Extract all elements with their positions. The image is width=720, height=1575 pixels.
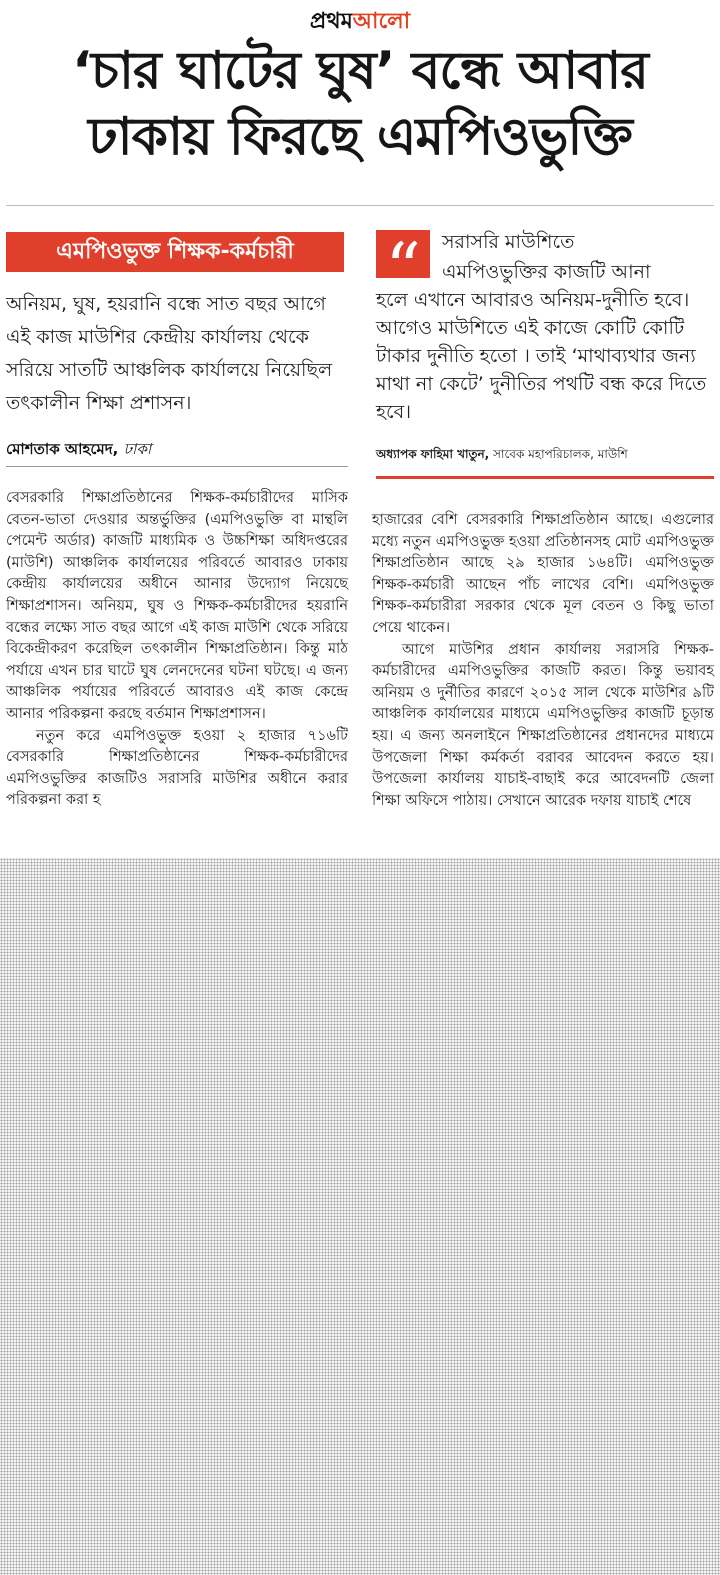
pull-quote-body: হলে এখানে আবারও অনিয়ম-দুনীতি হবে। আগেও মাউশিতে এই কাজে কোটি কোটি টাকার দুনীতি হতো । তাই ‘মাথাব্যথার জন্য মাথা না কেটে’ দুনীতির পথটি বন্ধ করে দিতে হবে। [376, 289, 707, 423]
body-paragraph: নতুন করে এমপিওভুক্ত হওয়া ২ হাজার ৭১৬টি বেসরকারি শিক্ষাপ্রতিষ্ঠানের শিক্ষক-কর্মচারীদের এমপিওভুক্তির কাজটিও সরাসরি মাউশির অধীনে করার পরিকল্পনা করা হ [6, 727, 348, 809]
divider [6, 205, 714, 206]
quote-icon: “ [376, 230, 430, 278]
attribution-name: অধ্যাপক ফাহিমা খাতুন, [376, 447, 490, 461]
byline-block [6, 438, 348, 463]
masthead-logo [0, 4, 720, 36]
masthead-name-part1: প্রথম [309, 9, 353, 34]
attribution-title: সাবেক মহাপরিচালক, মাউশি [493, 447, 628, 461]
masthead-name-part2: আলো [352, 9, 411, 34]
body-paragraph: হাজারের বেশি বেসরকারি শিক্ষাপ্রতিষ্ঠান আছে। এগুলোর মধ্যে নতুন এমপিওভুক্ত হওয়া প্রতিষ্ঠানসহ মোট এমপিওভুক্ত শিক্ষাপ্রতিষ্ঠান আছে ২৯ হাজার ১৬৪টি। এমপিওভুক্ত শিক্ষক-কর্মচারী আছেন পাঁচ লাখের বেশি। এমপিওভুক্ত শিক্ষক-কর্মচারীরা সরকার থেকে মূল বেতন ও কিছু ভাতা পেয়ে থাকেন। [372, 512, 714, 636]
pull-quote-line: সরাসরি মাউশিতে [442, 231, 575, 253]
pull-quote-line: এমপিওভুক্তির কাজটি আনা [442, 261, 651, 283]
pull-quote-attribution [376, 446, 714, 466]
headline: ‘চার ঘাটের ঘুষ’ বন্ধে আবার ঢাকায় ফিরছে এমপিওভুক্তি [72, 41, 648, 167]
body-column-right [372, 510, 714, 812]
byline [6, 440, 151, 458]
byline-place: ঢাকা [123, 440, 152, 458]
kicker-banner: এমপিওভুক্ত শিক্ষক-কর্মচারী [6, 232, 344, 272]
intro-text: অনিয়ম, ঘুষ, হয়রানি বন্ধে সাত বছর আগে এই কাজ মাউশির কেন্দ্রীয় কার্যালয় থেকে সরিয়ে সাতটি আঞ্চলিক কার্যালয়ে নিয়েছিল তৎকালীন শিক্ষা প্রশাসন। [6, 293, 333, 414]
body-paragraph: বেসরকারি শিক্ষাপ্রতিষ্ঠানের শিক্ষক-কর্মচারীদের মাসিক বেতন-ভাতা দেওয়ার অন্তর্ভুক্তির (এমপিওভুক্তি বা মান্থলি পেমেন্ট অর্ডার) কাজটি মাধ্যমিক ও উচ্চশিক্ষা অধিদপ্তরের (মাউশি) আঞ্চলিক কার্যালয়ের পরিবর্তে আবারও ঢাকায় কেন্দ্রীয় কার্যালয়ের অধীনে আনার উদ্যোগ নিয়েছে শিক্ষাপ্রশাসন। অনিয়ম, ঘুষ ও শিক্ষক-কর্মচারীদের হয়রানি বন্ধের লক্ষ্যে সাত বছর আগে এই কাজ মাউশি থেকে সরিয়ে বিকেন্দ্রীকরণ করেছিল তৎকালীন শিক্ষাপ্রতিষ্ঠান। কিন্তু মাঠ পর্যায়ে এখন চার ঘাটে ঘুষ লেনদেনের ঘটনা ঘটছে। এ জন্য আঞ্চলিক পর্যায়ের পরিবর্তে আবারও এই কাজ কেন্দ্রে আনার পরিকল্পনা করছে বর্তমান শিক্ষাপ্রশাসন। [6, 490, 348, 722]
byline-name: মোশতাক আহমেদ, [6, 440, 119, 458]
dotted-overlay [0, 858, 720, 1575]
body-column-left [6, 488, 348, 812]
divider [376, 476, 714, 479]
pull-quote-text [376, 258, 714, 426]
divider [6, 466, 348, 467]
body-paragraph: আগে মাউশির প্রধান কার্যালয় সরাসরি শিক্ষক-কর্মচারীদের এমপিওভুক্তির কাজটি করত। কিন্তু ভয়াবহ অনিয়ম ও দুর্নীতির কারণে ২০১৫ সাল থেকে মাউশির ৯টি আঞ্চলিক কার্যালয়ের মাধ্যমে এমপিওভুক্তির কাজটি চূড়ান্ত হয়। এ জন্য অনলাইনে শিক্ষাপ্রতিষ্ঠানের প্রধানদের মাধ্যমে উপজেলা শিক্ষা কর্মকর্তা বরাবর আবেদন করতে হয়। উপজেলা কার্যালয় যাচাই-বাছাই করে আবেদনটি জেলা শিক্ষা অফিসে পাঠায়। সেখানে আরেক দফায় যাচাই শেষে [372, 641, 714, 809]
